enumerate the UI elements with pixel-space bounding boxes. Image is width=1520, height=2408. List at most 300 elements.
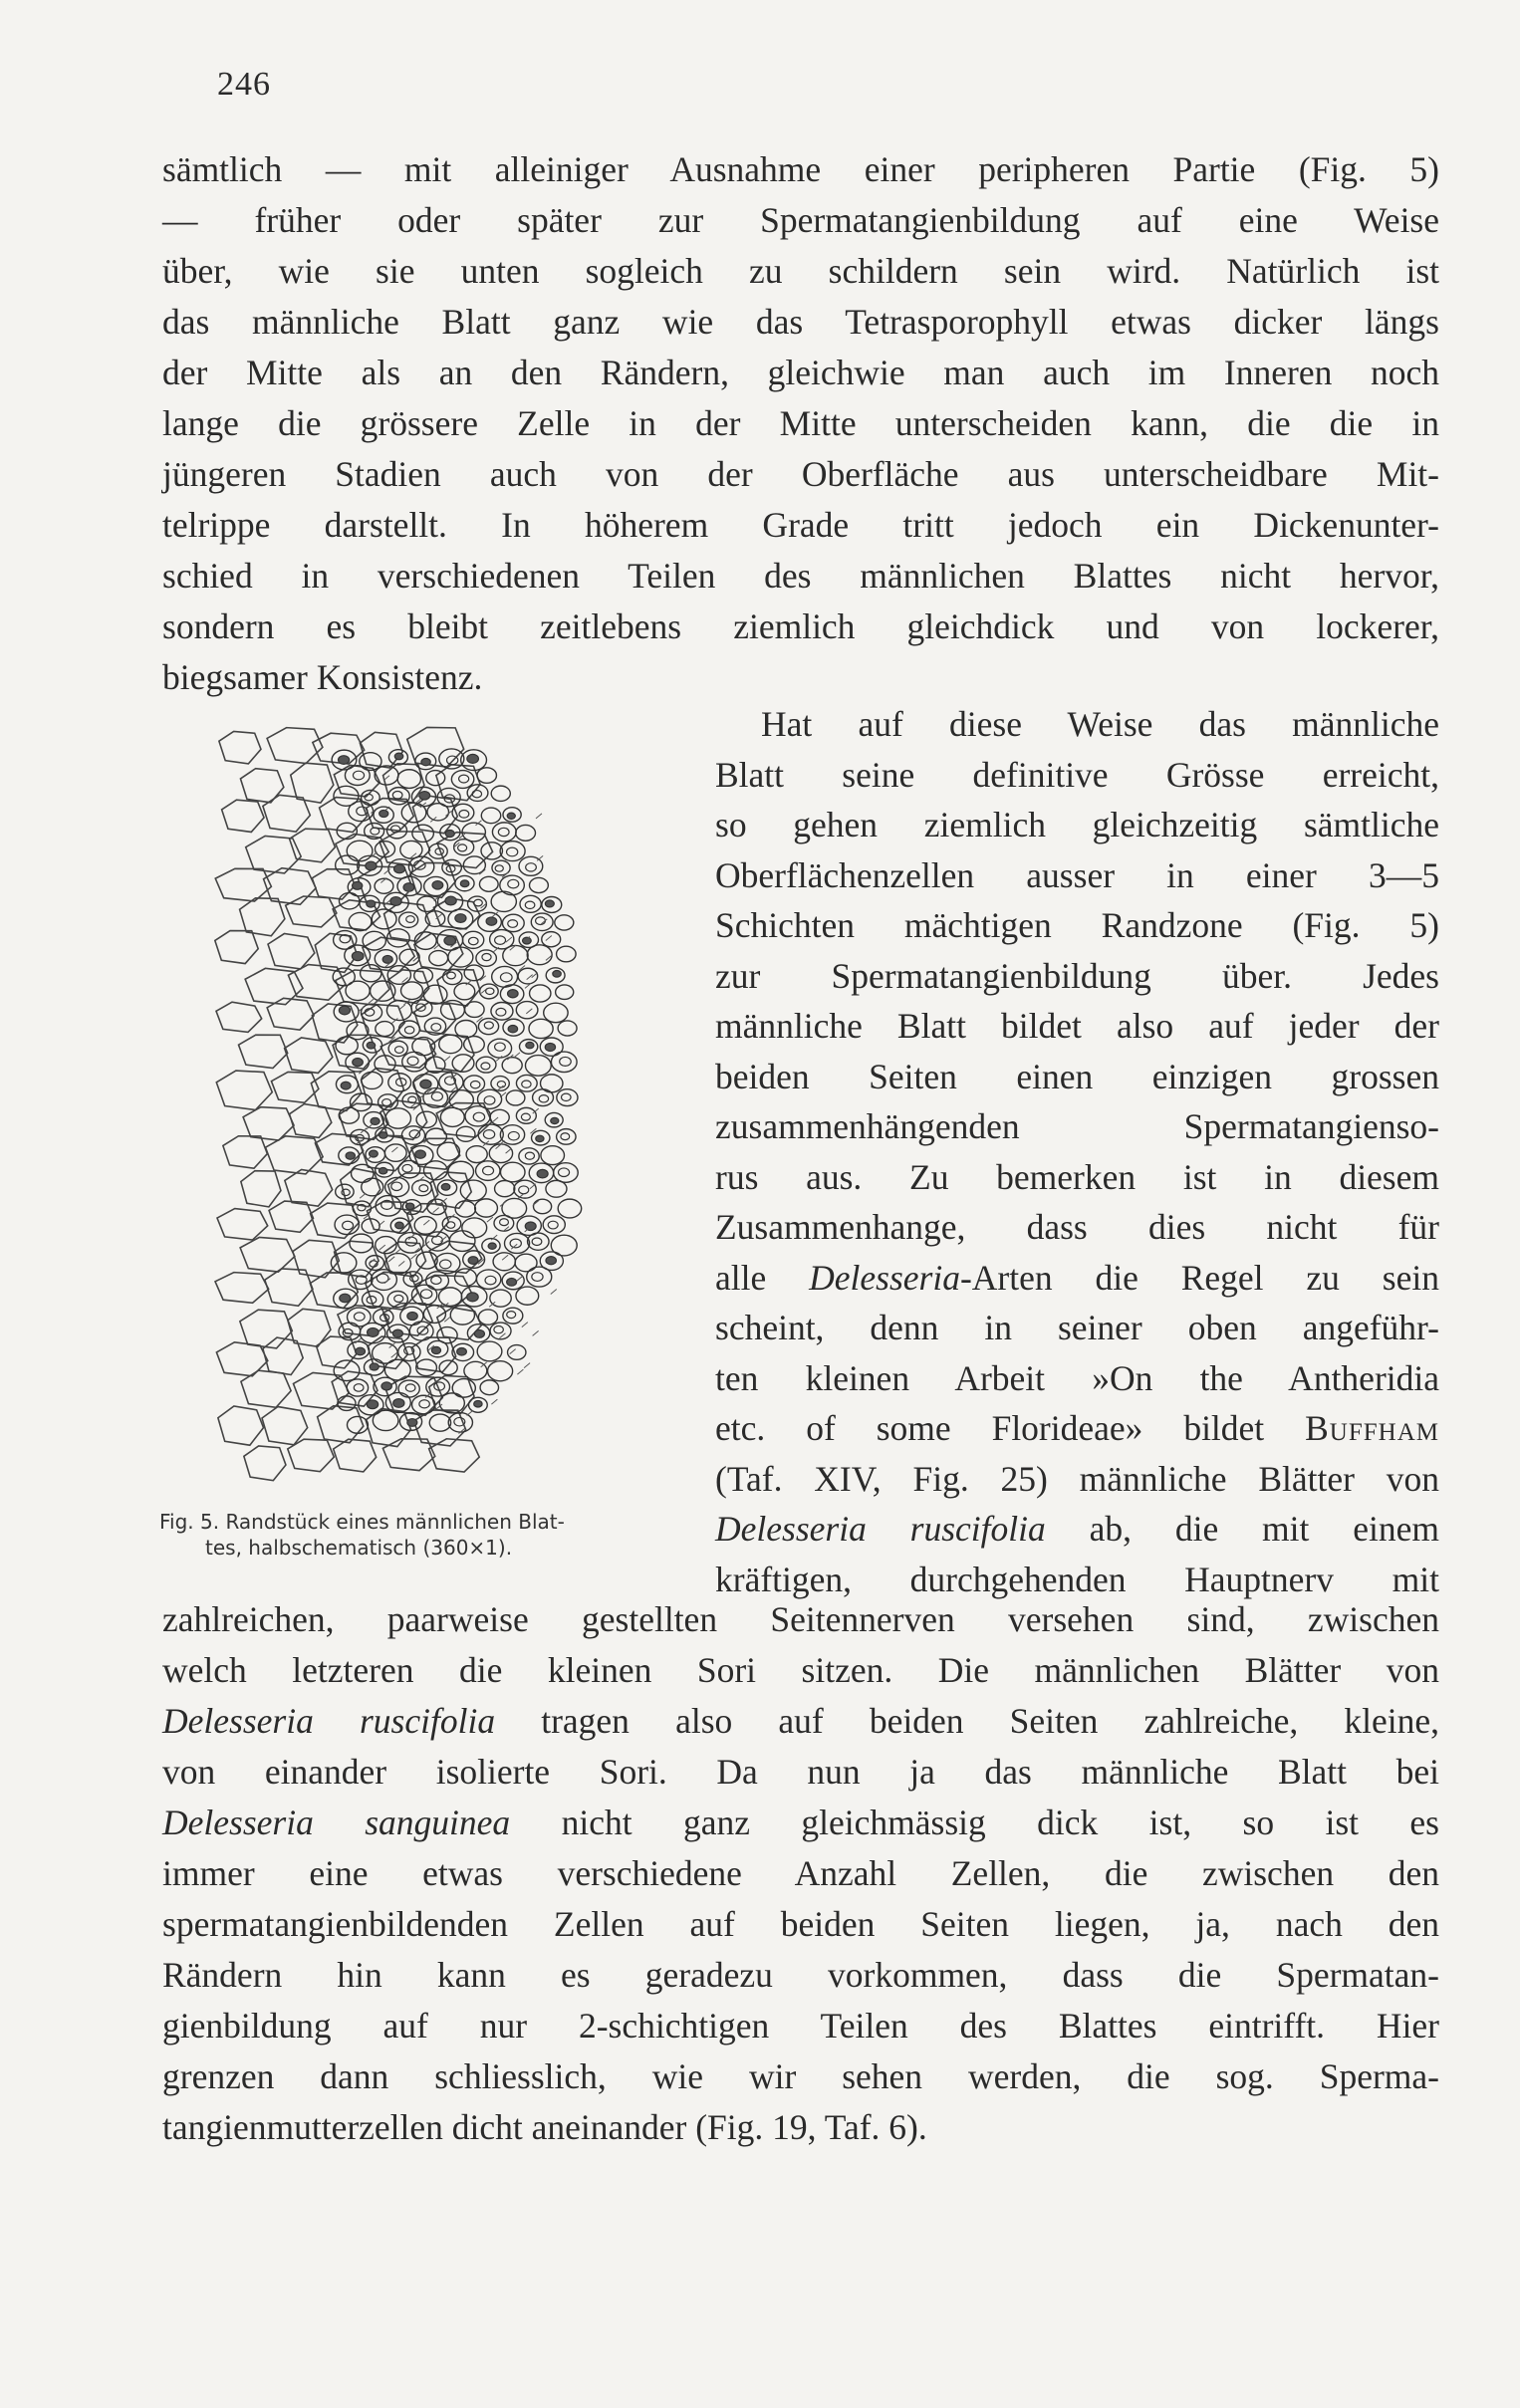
paragraph-wrapped	[715, 699, 1439, 1604]
spermatangium-cell	[528, 1233, 550, 1250]
spermatangium-cell	[464, 1036, 485, 1052]
spermatangium-cell	[385, 1108, 411, 1128]
hatch-mark	[423, 1220, 429, 1225]
cell-nucleus	[526, 863, 537, 871]
cell-outline	[243, 1107, 294, 1140]
cell-outline	[318, 1406, 364, 1443]
spermatangium-cell	[516, 1287, 539, 1305]
spermatangium-cell	[439, 1288, 462, 1307]
cell-nucleus	[553, 971, 561, 978]
cell-nucleus	[545, 1043, 555, 1051]
cell-nucleus	[367, 1042, 376, 1049]
spermatangium-cell	[546, 1180, 567, 1197]
spermatangium-cell	[558, 1021, 577, 1036]
spermatangium-cell	[475, 1199, 498, 1217]
text-line: männliche Blatt bildet also auf jeder der	[715, 1006, 1439, 1046]
cell-outline	[268, 934, 315, 969]
cell-nucleus	[560, 1057, 572, 1066]
hatch-mark	[360, 1193, 366, 1198]
cell-nucleus	[457, 1347, 467, 1355]
cell-nucleus	[446, 1222, 454, 1228]
cell-outline	[215, 931, 258, 964]
hatch-mark	[388, 1257, 394, 1262]
hatch-mark	[399, 1005, 405, 1010]
spermatangium-cell	[542, 932, 561, 947]
spermatangium-cell	[488, 1361, 513, 1381]
spermatangium-cell	[543, 1216, 565, 1234]
cell-nucleus	[343, 1221, 354, 1230]
figure-5-cell-drawing	[194, 697, 682, 1484]
cell-outline	[218, 1406, 264, 1445]
cell-outline	[285, 1169, 333, 1206]
hatch-mark	[524, 1363, 530, 1368]
spermatangium-cell	[493, 1253, 515, 1271]
cell-nucleus	[379, 1167, 386, 1173]
hatch-mark	[491, 1399, 497, 1404]
spermatangium-cell	[376, 1196, 401, 1217]
text-fragment: nicht ganz gleichmässig dick ist, so ist es	[510, 1803, 1439, 1842]
spermatangium-cell	[491, 786, 510, 801]
cell-nucleus	[474, 1329, 484, 1337]
cell-nucleus	[431, 1024, 441, 1031]
hatch-mark	[398, 1261, 404, 1266]
cell-nucleus	[402, 1164, 412, 1172]
cell-nucleus	[392, 1329, 402, 1337]
spermatangium-cell	[464, 1076, 485, 1092]
caption-line: tes, halbschematisch (360×1).	[205, 1536, 513, 1560]
species-name: Delesseria ruscifolia	[162, 1701, 496, 1741]
cell-nucleus	[382, 1099, 391, 1106]
text-line: zur Spermatangienbildung über. Jedes	[715, 955, 1439, 996]
hatch-mark	[410, 1254, 416, 1259]
spermatangium-cell	[347, 1416, 368, 1433]
cell-nucleus	[407, 1312, 417, 1320]
spermatangium-cell	[454, 983, 475, 1000]
spermatangium-cell	[541, 1146, 565, 1165]
cell-nucleus	[441, 1183, 450, 1190]
spermatangium-cell	[500, 1162, 525, 1182]
hatch-mark	[496, 1056, 502, 1061]
hatch-mark	[492, 1117, 498, 1122]
spermatangium-cell	[480, 1380, 498, 1395]
text-line: von einander isolierte Sori. Da nun ja das männliche Blatt bei	[162, 1752, 1439, 1792]
spermatangium-cell	[525, 1056, 551, 1077]
hatch-mark	[514, 1053, 520, 1058]
spermatangium-cell	[508, 1345, 526, 1360]
spermatangium-cell	[416, 1359, 437, 1376]
spermatangium-cell	[514, 1180, 536, 1198]
spermatangium-cell	[455, 1269, 477, 1287]
hatch-mark	[444, 1057, 450, 1062]
text-line	[162, 1696, 1439, 1747]
cell-nucleus	[522, 1081, 531, 1087]
cell-nucleus	[352, 952, 364, 961]
text-line: (Taf. XIV, Fig. 25) männliche Blätter von	[715, 1458, 1439, 1499]
spermatangium-cell	[423, 1161, 447, 1180]
spermatangium-cell	[455, 1021, 477, 1038]
spermatangium-cell	[477, 768, 496, 784]
cell-outline	[240, 1237, 295, 1272]
cell-nucleus	[497, 1082, 505, 1087]
text-line: Rändern hin kann es geradezu vorkommen, dass die Spermatan-	[162, 1955, 1439, 1995]
spermatangium-cell	[437, 1142, 459, 1160]
cell-nucleus	[367, 900, 376, 907]
spermatangium-cell	[414, 1217, 436, 1235]
text-line: rus aus. Zu bemerken ist in diesem	[715, 1156, 1439, 1197]
cell-nucleus	[415, 1150, 426, 1158]
hatch-mark	[369, 998, 375, 1003]
text-line: über, wie sie unten sogleich zu schildern sein wird. Natürlich ist	[162, 251, 1439, 291]
cell-nucleus	[371, 828, 380, 835]
spermatangium-cell	[346, 981, 370, 1000]
cell-nucleus	[370, 1150, 379, 1157]
spermatangium-cell	[503, 1308, 523, 1324]
cell-nucleus	[472, 791, 481, 798]
cell-nucleus	[445, 831, 454, 838]
hatch-mark	[510, 1349, 516, 1354]
spermatangium-cell	[440, 1107, 464, 1126]
cell-nucleus	[431, 1276, 441, 1284]
spermatangium-cell	[398, 1343, 420, 1361]
cell-nucleus	[395, 1222, 404, 1229]
spermatangium-cell	[331, 1253, 357, 1273]
spermatangium-cell	[492, 966, 518, 987]
cell-nucleus	[420, 1290, 431, 1299]
cell-nucleus	[496, 1008, 506, 1016]
spermatangium-cell	[476, 1270, 500, 1289]
hatch-mark	[517, 1369, 523, 1374]
cell-nucleus	[459, 811, 469, 819]
spermatangium-cell	[334, 1360, 360, 1381]
spermatangium-cell	[551, 1052, 577, 1073]
spermatangium-cell	[520, 895, 541, 912]
spermatangium-cell	[500, 842, 525, 861]
text-line: scheint, denn in seiner oben angeführ-	[715, 1308, 1439, 1347]
spermatangium-cell	[401, 1126, 424, 1145]
spermatangium-cell	[398, 1380, 419, 1397]
cell-outline	[262, 1407, 308, 1445]
cell-nucleus	[431, 1346, 440, 1353]
cell-nucleus	[371, 1117, 380, 1124]
cell-nucleus	[508, 920, 518, 928]
cell-nucleus	[346, 1152, 355, 1159]
cell-nucleus	[391, 1182, 402, 1190]
hatch-mark	[384, 1279, 390, 1284]
spermatangium-cell	[427, 804, 449, 821]
spermatangium-cell	[426, 771, 445, 786]
cell-nucleus	[483, 1130, 494, 1139]
hatch-mark	[536, 814, 542, 819]
cell-nucleus	[341, 1082, 351, 1089]
cell-outline	[239, 1035, 288, 1068]
cell-nucleus	[545, 900, 554, 907]
spermatangium-cell	[334, 931, 357, 950]
spermatangium-cell	[516, 1002, 538, 1019]
cell-nucleus	[559, 1168, 570, 1177]
spermatangium-cell	[530, 985, 551, 1002]
cell-nucleus	[507, 1312, 516, 1319]
paragraph-bottom	[162, 1594, 1439, 2153]
cell-nucleus	[366, 861, 377, 870]
hatch-mark	[418, 1177, 424, 1182]
spermatangium-cell	[399, 949, 419, 965]
spermatangium-cell	[388, 1041, 407, 1056]
spermatangium-cell	[351, 1164, 374, 1182]
cell-nucleus	[486, 917, 497, 925]
spermatangium-cell	[353, 1201, 371, 1216]
hatch-mark	[502, 1255, 508, 1260]
cell-nucleus	[507, 813, 515, 819]
page-number: 246	[217, 66, 271, 103]
cell-outline	[217, 1209, 268, 1240]
cell-nucleus	[354, 1384, 364, 1392]
cell-nucleus	[474, 1400, 482, 1407]
cell-nucleus	[382, 955, 392, 963]
cell-nucleus	[419, 792, 430, 800]
text-line: welch letzteren die kleinen Sori sitzen. Die männlichen Blätter von	[162, 1650, 1439, 1690]
spermatangium-cell	[557, 946, 577, 962]
spermatangium-cell	[465, 1106, 490, 1126]
spermatangium-cell	[476, 1057, 496, 1073]
text-line	[715, 1253, 1439, 1304]
spermatangium-cell	[519, 1148, 539, 1164]
cell-outline	[240, 1310, 292, 1348]
text-line: zahlreichen, paarweise gestellten Seitennerven versehen sind, zwischen	[162, 1599, 1439, 1639]
spermatangium-cell	[518, 968, 538, 984]
cell-nucleus	[536, 1135, 544, 1141]
cell-nucleus	[508, 879, 519, 888]
spermatangium-cell	[439, 1035, 462, 1054]
spermatangium-cell	[516, 1107, 536, 1123]
spermatangium-cell	[414, 932, 436, 949]
spermatangium-cell	[388, 788, 409, 805]
cell-nucleus	[500, 973, 512, 982]
spermatangium-cell	[398, 1160, 420, 1177]
cell-nucleus	[484, 1096, 495, 1104]
spermatangium-cell	[489, 1144, 512, 1163]
cell-nucleus	[406, 916, 415, 923]
cell-nucleus	[353, 771, 364, 780]
cell-nucleus	[546, 1257, 556, 1265]
hatch-mark	[380, 1245, 385, 1250]
spermatangium-cell	[516, 825, 536, 841]
cell-nucleus	[404, 1027, 413, 1034]
cell-outline	[285, 1038, 333, 1074]
cell-outline	[244, 1446, 286, 1481]
cell-outline	[413, 1410, 465, 1446]
cell-nucleus	[485, 1276, 496, 1285]
cell-nucleus	[419, 1400, 429, 1408]
cell-outline	[215, 1273, 269, 1304]
spermatangium-cell	[456, 1126, 475, 1141]
cell-nucleus	[539, 1095, 548, 1102]
cell-nucleus	[561, 1133, 570, 1140]
spermatangium-cell	[481, 808, 500, 824]
cell-outline	[429, 1439, 480, 1472]
spermatangium-cell	[462, 1218, 487, 1238]
spermatangium-cell	[544, 1003, 568, 1023]
cell-outline	[338, 1306, 388, 1336]
spermatangium-cell	[516, 1075, 537, 1091]
text-line: sondern es bleibt zeitlebens ziemlich gleichdick und von lockerer,	[162, 606, 1439, 646]
spermatangium-cell	[426, 1272, 449, 1290]
cell-nucleus	[405, 1384, 415, 1391]
spermatangium-cell	[339, 1107, 359, 1123]
cell-outline	[223, 1136, 267, 1168]
hatch-mark	[517, 1276, 523, 1281]
spermatangium-cell	[429, 951, 448, 966]
spermatangium-cell	[463, 856, 485, 874]
spermatangium-cell	[349, 802, 374, 822]
hatch-mark	[526, 1009, 532, 1014]
cell-outline	[266, 1136, 324, 1174]
cell-nucleus	[498, 828, 509, 836]
cell-nucleus	[354, 1313, 365, 1321]
cell-outline	[246, 836, 301, 872]
cell-outline	[290, 1104, 332, 1138]
cell-outline	[215, 868, 271, 901]
text-line: das männliche Blatt ganz wie das Tetrasporophyll etwas dicker längs	[162, 302, 1439, 342]
spermatangium-cell	[491, 1003, 513, 1021]
spermatangium-cell	[502, 1058, 522, 1074]
hatch-mark	[546, 935, 552, 940]
cell-nucleus	[432, 881, 443, 889]
cell-nucleus	[455, 914, 466, 923]
hatch-mark	[551, 1290, 557, 1295]
text-line: sämtlich — mit alleiniger Ausnahme einer peripheren Partie (Fig. 5)	[162, 149, 1439, 189]
cell-nucleus	[356, 1347, 366, 1355]
text-line	[715, 1504, 1439, 1555]
cell-nucleus	[495, 1043, 506, 1051]
cell-nucleus	[521, 1113, 530, 1120]
spermatangium-cell	[439, 1360, 457, 1375]
hatch-mark	[467, 1410, 473, 1415]
text-line: spermatangienbildenden Zellen auf beiden Seiten liegen, ja, nach den	[162, 1904, 1439, 1944]
text-line: beiden Seiten einen einzigen grossen	[715, 1056, 1439, 1096]
spermatangium-cell	[478, 1310, 497, 1324]
spermatangium-cell	[345, 766, 370, 786]
spermatangium-cell	[495, 1181, 515, 1197]
cell-nucleus	[393, 1399, 404, 1408]
text-line: ten kleinen Arbeit »On the Antheridia	[715, 1357, 1439, 1398]
text-fragment: alle	[715, 1257, 810, 1298]
hatch-mark	[506, 1148, 512, 1153]
text-line: — früher oder später zur Spermatangienbildung auf eine Weise	[162, 200, 1439, 240]
cell-outline	[216, 1002, 262, 1032]
cell-nucleus	[391, 826, 400, 833]
cell-nucleus	[367, 1400, 378, 1409]
cell-nucleus	[353, 1059, 364, 1067]
cell-nucleus	[339, 1006, 350, 1015]
cell-nucleus	[481, 1063, 490, 1070]
spermatangium-cell	[488, 1039, 512, 1058]
cell-nucleus	[525, 1222, 536, 1230]
cell-nucleus	[405, 1203, 413, 1209]
cell-nucleus	[500, 1219, 509, 1226]
text-line: jüngeren Stadien auch von der Oberfläche aus unterscheidbare Mit-	[162, 454, 1439, 494]
cell-nucleus	[526, 1042, 534, 1048]
spermatangium-cell	[494, 1215, 514, 1231]
cell-nucleus	[447, 972, 456, 979]
spermatangium-cell	[533, 1199, 551, 1214]
cell-nucleus	[494, 1325, 503, 1332]
hatch-mark	[522, 1323, 528, 1327]
spermatangium-cell	[362, 1072, 382, 1088]
text-fragment: -Arten die Regel zu sein	[959, 1257, 1439, 1298]
text-line: immer eine etwas verschiedene Anzahl Zellen, die zwischen den	[162, 1853, 1439, 1893]
cell-nucleus	[532, 1273, 543, 1282]
spermatangium-cell	[556, 985, 574, 999]
spermatangium-cell	[476, 1161, 500, 1181]
spermatangium-cell	[478, 1019, 498, 1035]
text-line: Schichten mächtigen Randzone (Fig. 5)	[715, 905, 1439, 945]
cell-nucleus	[482, 953, 491, 960]
cell-nucleus	[525, 1152, 534, 1159]
spermatangium-cell	[372, 909, 396, 929]
text-line: schied in verschiedenen Teilen des männlichen Blattes nicht hervor,	[162, 556, 1439, 596]
spermatangium-cell	[449, 1090, 473, 1109]
spermatangium-cell	[451, 771, 473, 789]
text-line: telrippe darstellt. In höherem Grade tritt jedoch ein Dickenunter-	[162, 505, 1439, 545]
spermatangium-cell	[466, 1146, 487, 1163]
spermatangium-cell	[465, 1002, 485, 1018]
spermatangium-cell	[384, 1144, 406, 1161]
author-name: Buffham	[1305, 1408, 1439, 1448]
cell-nucleus	[353, 881, 363, 889]
spermatangium-cell	[361, 965, 381, 982]
spermatangium-cell	[479, 876, 498, 891]
hatch-mark	[533, 1330, 539, 1335]
cell-outline	[383, 764, 424, 803]
cell-nucleus	[368, 1327, 379, 1336]
text-line: Blatt seine definitive Grösse erreicht,	[715, 754, 1439, 795]
cell-nucleus	[445, 896, 456, 905]
cell-nucleus	[392, 792, 402, 800]
cell-nucleus	[390, 897, 401, 906]
spermatangium-cell	[529, 1019, 553, 1038]
text-line: gienbildung auf nur 2-schichtigen Teilen des Blattes eintrifft. Hier	[162, 2006, 1439, 2046]
cell-nucleus	[407, 1419, 417, 1427]
cell-nucleus	[523, 937, 532, 944]
cell-outline	[241, 1370, 291, 1407]
cell-nucleus	[474, 899, 482, 906]
spermatangium-cell	[402, 1052, 426, 1072]
cell-outline	[216, 1071, 272, 1109]
hatch-mark	[499, 1333, 505, 1338]
spermatangium-cell	[554, 1163, 579, 1183]
text-line: zusammenhängenden Spermatangienso-	[715, 1106, 1439, 1146]
spermatangium-cell	[443, 969, 462, 984]
cell-nucleus	[508, 1025, 518, 1032]
spermatangium-cell	[454, 840, 474, 855]
spermatangium-cell	[366, 1256, 383, 1271]
text-line: biegsamer Konsistenz.	[162, 657, 483, 697]
cell-nucleus	[495, 936, 506, 944]
text-line: lange die grössere Zelle in der Mitte unterscheiden kann, die die in	[162, 403, 1439, 443]
spermatangium-cell	[412, 1180, 432, 1196]
cell-nucleus	[483, 1166, 494, 1175]
cell-outline	[334, 1439, 377, 1472]
hatch-mark	[506, 937, 512, 942]
text-line: Oberflächenzellen ausser in einer 3—5	[715, 854, 1439, 895]
spermatangium-cell	[462, 931, 483, 948]
spermatangium-cell	[412, 1395, 435, 1414]
cell-nucleus	[432, 1236, 443, 1244]
species-name: Delesseria	[809, 1257, 960, 1298]
spermatangium-cell	[491, 891, 516, 911]
cell-nucleus	[468, 937, 478, 944]
cell-nucleus	[537, 1169, 548, 1178]
